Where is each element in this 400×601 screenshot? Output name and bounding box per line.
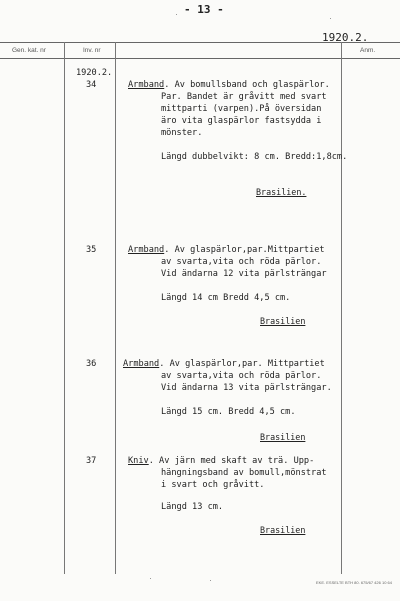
page-number: - 13 - <box>184 3 224 16</box>
scan-speck <box>150 578 151 579</box>
scan-speck <box>210 580 211 581</box>
entry-36-place: Brasilien <box>260 432 306 442</box>
scan-speck <box>330 18 331 19</box>
entry-35-place: Brasilien <box>260 316 306 326</box>
entry-35-measure: Längd 14 cm Bredd 4,5 cm. <box>161 293 291 303</box>
scan-speck <box>176 14 177 15</box>
entry-34-line-3: mittparti (varpen).På översidan <box>161 104 322 114</box>
entry-35-line-1: Armband. Av glaspärlor,par.Mittpartiet <box>128 245 325 255</box>
entry-35-line-3: Vid ändarna 12 vita pärlsträngar <box>161 269 327 279</box>
entry-34-line-1: Armband. Av bomullsband och glaspärlor. <box>128 80 330 90</box>
entry-34-inv-nr: 34 <box>86 80 97 90</box>
form-print-mark: EKE. ESSELTE BTH 80. 675/67 426 10 64 <box>316 580 392 585</box>
entry-37-measure: Längd 13 cm. <box>161 502 224 512</box>
entry-34-measure: Längd dubbelvikt: 8 cm. Bredd:1,8cm. <box>161 152 348 162</box>
entry-37-title: Kniv <box>128 456 149 466</box>
entry-36-line-1: Armband. Av glaspärlor,par. Mittpartiet <box>123 359 325 369</box>
entry-34-line-5: mönster. <box>161 128 203 138</box>
entry-37-line-1: Kniv. Av järn med skaft av trä. Upp- <box>128 456 315 466</box>
entry-34-line-4: äro vita glaspärlor fastsydda i <box>161 116 322 126</box>
entry-35-title: Armband <box>128 245 165 255</box>
entry-34-year: 1920.2. <box>76 68 113 78</box>
year-header: 1920.2. <box>322 31 369 44</box>
column-divider-1 <box>64 42 65 574</box>
table-header-rule <box>0 58 400 59</box>
entry-36-line-2: av svarta,vita och röda pärlor. <box>161 371 322 381</box>
entry-36-inv-nr: 36 <box>86 359 97 369</box>
entry-37-line-2: hängningsband av bomull,mönstrat <box>161 468 327 478</box>
entry-37-inv-nr: 37 <box>86 456 97 466</box>
entry-36-measure: Längd 15 cm. Bredd 4,5 cm. <box>161 407 296 417</box>
column-header-inv-nr: Inv. nr <box>83 47 101 54</box>
entry-35-line-2: av svarta,vita och röda pärlor. <box>161 257 322 267</box>
entry-35-inv-nr: 35 <box>86 245 97 255</box>
entry-36-title: Armband <box>123 359 160 369</box>
column-divider-3 <box>341 42 342 574</box>
entry-34-place: Brasilien. <box>256 187 307 197</box>
entry-37-line-3: i svart och gråvitt. <box>161 480 265 490</box>
entry-34-line-2: Par. Bandet är gråvitt med svart <box>161 92 327 102</box>
entry-34-title: Armband <box>128 80 165 90</box>
entry-37-place: Brasilien <box>260 525 306 535</box>
column-header-gen-kat: Gen. kat. nr <box>12 47 46 54</box>
entry-36-line-3: Vid ändarna 13 vita pärlsträngar. <box>161 383 332 393</box>
table-top-rule <box>0 42 400 43</box>
column-divider-2 <box>115 42 116 574</box>
column-header-anm: Anm. <box>360 47 376 54</box>
